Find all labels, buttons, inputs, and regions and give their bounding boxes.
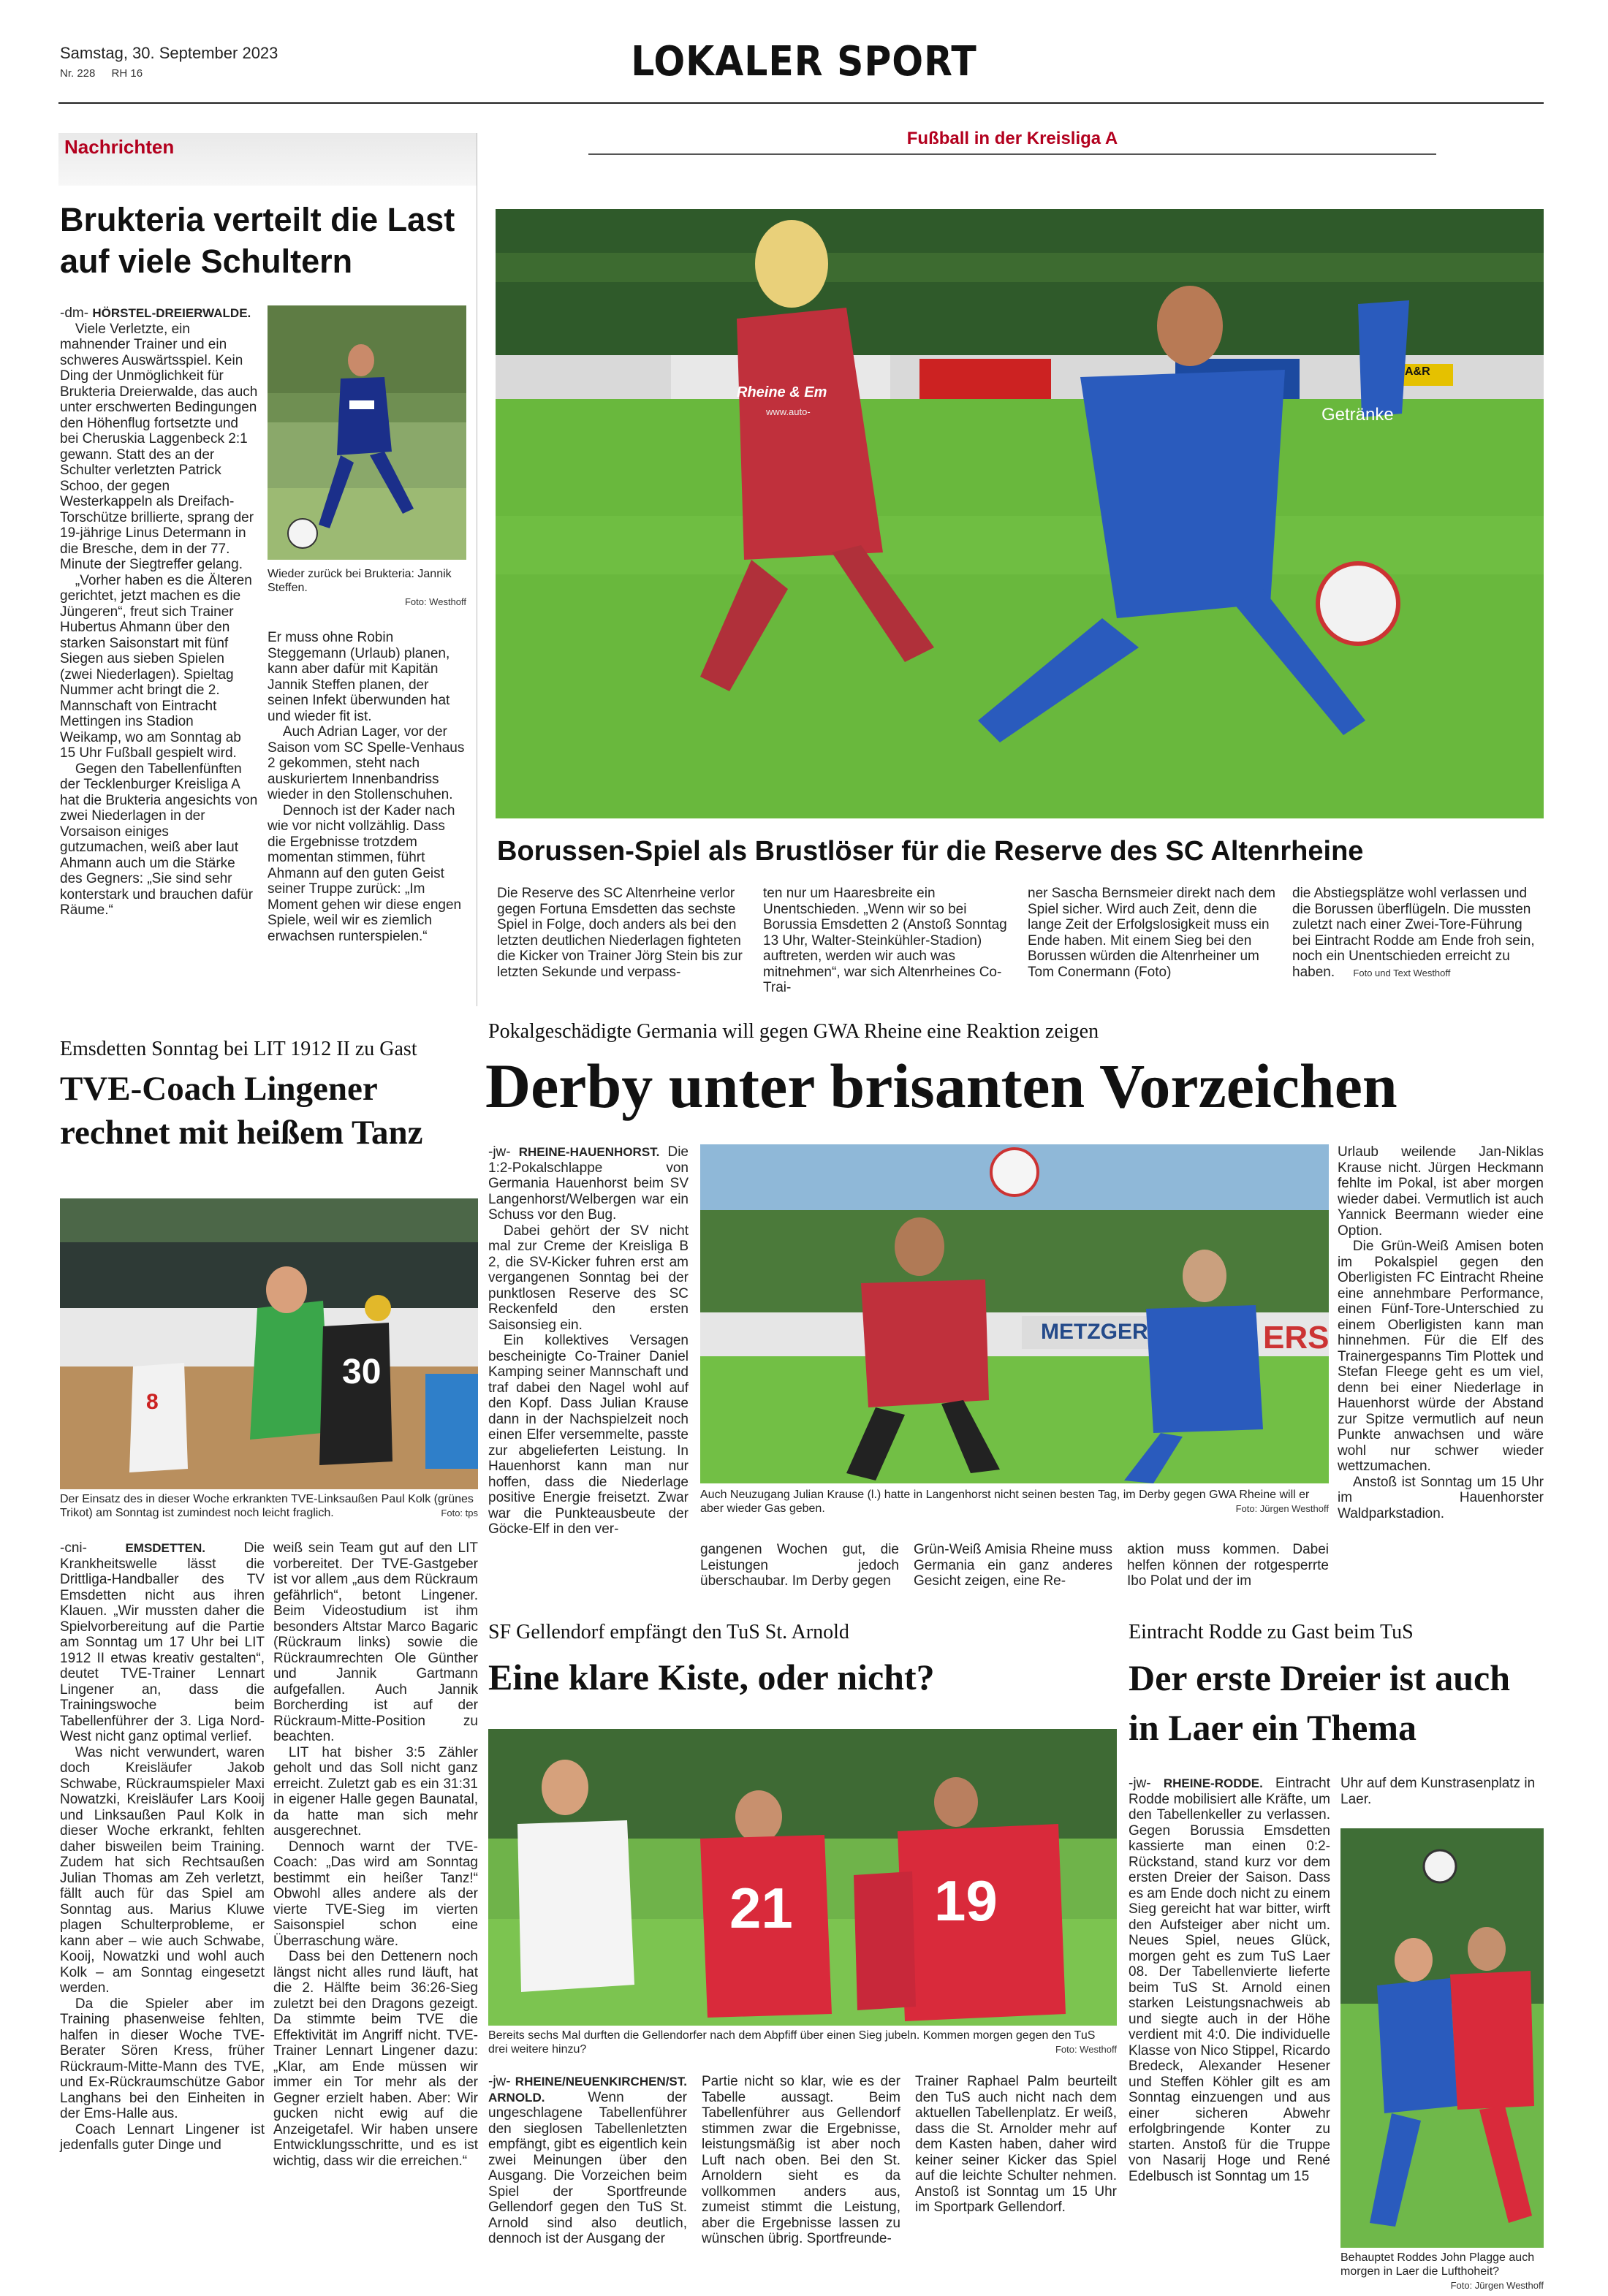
derby-author: -jw- — [488, 1144, 511, 1160]
gellendorf-dateline: RHEINE/NEUENKIRCHEN/ST. ARNOLD. — [488, 2075, 687, 2105]
tve-author: -cni- — [60, 1540, 87, 1556]
photo-ad-text: A&R — [1405, 365, 1430, 378]
gellendorf-kicker: SF Gellendorf empfängt den TuS St. Arnold — [488, 1621, 849, 1643]
rodde-headline-line: Der erste Dreier ist auch — [1129, 1657, 1511, 1698]
tve-photo-caption — [60, 1492, 478, 1520]
derby-dateline: RHEINE-HAUENHORST. — [518, 1145, 660, 1159]
news-paragraph: Dennoch ist der Kader nach wie vor nicht vollzählig. Dass die Ergebnisse trotzdem momentan stimmen, führt Ahmann auf den guten Geist seiner Truppe zurück: „Im Moment gehen wir diese engen Spiele, weil wir es ziemlich erwachsen runterspielen.“ — [268, 802, 462, 944]
derby-kicker: Pokalgeschädigte Germania will gegen GWA Rheine eine Reaktion zeigen — [488, 1020, 1099, 1043]
tve-paragraph: weiß sein Team gut auf den LIT vorbereitet. Der TVE-Gastgeber ist vor allem „aus dem Rückraum gefährlich“, betont Lingener. Beim Videostudium ist ihm besonders Altstar Marco Bagaric (Rückraum links) sowie die Rückraumrechten Ole Günther und Jannik Gartmann aufgefallen. Auch Jannik Borcherding ist auf der Rückraum-Mitte-Position zu beachten. — [273, 1540, 478, 1744]
derby-paragraph: Die Grün-Weiß Amisen boten im Pokalspiel gegen den Oberligisten FC Eintracht Rheine eine annehmbare Performance, einen Fünf-Tore-Unterschied zu einem Oberligisten kann man hinnehmen. Für die Elf des Trainergespanns Tim Plottek und Stefan Fleege geht es um viel, denn bei einer Niederlage in Hauenhorst würde der Abstand zur Spitze vermutlich auf neun Punkte anwachsen und wäre wohl nur schwer wieder wettzumachen. — [1338, 1239, 1544, 1474]
kreisliga-column-3: ner Sascha Bernsmeier direkt nach dem Spiel sicher. Wird auch Zeit, denn die lange Zeit der Erfolgslosigkeit muss ein Ende haben. Mit einem Sieg bei den Borussen würden die Altenrheiner um Tom Conermann (Foto) — [1028, 886, 1275, 980]
derby-paragraph: Ein kollektives Versagen bescheinigte Co-Trainer Daniel Kamping seiner Mannschaft und traf dabei den Nagel wohl auf den Kopf. Dass Julian Krause dann in der Nachspielzeit noch einen Elfer versemmelte, passte zur abgelieferten Leistung. In Hauenhorst kann man nur hoffen, dass die Niederlage positive Energie freisetzt. Zwar war die Punkteausbeute der Göcke-Elf in den ver- — [488, 1333, 689, 1537]
derby-bottom-column-3: aktion muss kommen. Dabei helfen können der rotgesperrte Ibo Polat und der im — [1127, 1542, 1329, 1589]
gellendorf-column-3: Trainer Raphael Palm beurteilt den TuS auch nicht nach dem aktuellen Tabellenplatz. Er weiß, dass die St. Arnolder mehr auf dem Kasten haben, daher wird keiner seiner Kicker das Spiel auf die leichte Schulter nehmen. Anstoß ist Sonntag um 15 Uhr im Sportpark Gellendorf. — [915, 2074, 1117, 2215]
tve-paragraph: Dass bei den Dettenern noch längst nicht alles rund läuft, hat die 2. Hälfte beim 36:26-Sieg zuletzt bei den Dragons gezeigt. Da stimmte beim TVE die Effektivität im Angriff nicht. TVE-Trainer Lennart Lingener dazu: „Klar, am Ende müssen wir immer ein Tor mehr als der Gegner erzielt haben. Aber: Wir gucken nicht ewig auf die Anzeigetafel. Wir haben unsere Entwicklungsschritte, und es ist wichtig, dass wir die erreichen.“ — [273, 1949, 478, 2169]
tve-column-1 — [60, 1540, 265, 2154]
gellendorf-column-2: Partie nicht so klar, wie es der Tabelle aussagt. Beim Tabellenführer aus Gellendorf stimmen zwar die Ergebnisse, leistungsmäßig ist aber noch Luft nach oben. Bei den St. Arnoldern sieht es da vollkommen anders aus, zumeist stimmt die Leistung, aber die Ergebnisse lassen zu wünschen übrig. Sportfreunde- — [702, 2074, 900, 2246]
gellendorf-photo — [488, 1729, 1117, 2026]
photo-credit: Foto: tps — [441, 1508, 478, 1518]
gellendorf-text: Wenn der ungeschlagene Tabellenführer den sieglosen Tabellenletzten empfängt, gibt es eigentlich kein zwei Meinungen über den Ausgang. Die Vorzeichen beim Spiel der Sportfreunde Gellendorf gegen den TuS St. Arnold sind also deutlich, dennoch ist der Ausgang der — [488, 2089, 688, 2246]
rodde-photo-caption — [1340, 2251, 1544, 2292]
derby-bottom-column-2: Grün-Weiß Amisia Rheine muss Germania ein ganz anderes Gesicht zeigen, eine Re- — [914, 1542, 1112, 1589]
derby-photo — [700, 1144, 1329, 1483]
news-headline: Brukteria verteilt die Last auf viele Schultern — [60, 201, 455, 280]
gellendorf-photo-caption — [488, 2029, 1117, 2056]
kreisliga-rule — [588, 153, 1436, 155]
caption-text: Bereits sechs Mal durften die Gellendorfer nach dem Abpfiff über einen Sieg jubeln. Kommen morgen gegen den TuS drei weitere hinzu? — [488, 2029, 1096, 2056]
derby-paragraph: Urlaub weilende Jan-Niklas Krause nicht. Jürgen Heckmann fehlte im Pokal, ist aber morgen wieder dabei. Vermutlich ist auch Yannick Beermann wieder eine Option. — [1338, 1144, 1544, 1239]
news-author: -dm- — [60, 305, 89, 321]
kreisliga-credit: Foto und Text Westhoff — [1353, 967, 1451, 978]
gellendorf-author: -jw- — [488, 2074, 511, 2089]
tve-paragraph: LIT hat bisher 3:5 Zähler geholt und das Soll nicht ganz erreicht. Zuletzt gab es ein 31:31 in eigener Halle gegen Baunatal, da hatte man sich mehr ausgerechnet. — [273, 1744, 478, 1839]
tve-paragraph: Coach Lennart Lingener ist jedenfalls guter Dinge und — [60, 2121, 265, 2153]
photo-ad-text: www.auto- — [766, 406, 811, 417]
jersey-number: 21 — [729, 1876, 793, 1940]
derby-left-column — [488, 1144, 689, 1537]
kreisliga-column-4 — [1292, 886, 1544, 981]
rodde-dateline: RHEINE-RODDE. — [1163, 1776, 1263, 1790]
derby-photo-caption — [700, 1488, 1329, 1516]
photo-ad-text: Getränke — [1321, 405, 1394, 425]
rodde-text: Eintracht Rodde mobilisiert alle Kräfte, um den Tabellenkeller zu verlassen. Gegen Borussia Emsdetten kassierte man einen 0:2-Rückstand, stand kurz vor dem ersten Dreier der Saison. Dass es am Ende doch nicht zu einem Sieg gereicht hat war bitter, wirft den Aufsteiger aber nicht um. Neues Spiel, neues Glück, morgen geht es zum TuS Laer 08. Der Tabellenvierte lieferte beim TuS St. Arnold einen starken Leistungsnachweis ab und siegte auch in der Höhe verdient mit 4:0. Die individuelle Klasse von Nico Stippel, Ricardo Bredeck, Alexander Hesener und Steffen Köhler gilt es am Sonntag einzuengen und aus einer sicheren Abwehr erfolgbringende Konter zu starten. Anstoß für die Truppe von Nasarij Hoge und René Edelbusch ist Sonntag um 15 — [1129, 1776, 1331, 2184]
tve-headline-line: TVE-Coach Lingener — [60, 1070, 378, 1108]
tve-paragraph: Da die Spieler aber im Training phasenweise fehlten, halfen in dieser Woche TVE-Berater Sören Kress, früher Rückraum-Mitte-Mann des TVE, und Ex-Rückraumschütze Gabor Langhans bei den Einheiten in der Ems-Halle aus. — [60, 1996, 265, 2121]
photo-ad-text: METZGER — [1041, 1320, 1148, 1344]
tve-headline — [60, 1067, 484, 1155]
gellendorf-headline: Eine klare Kiste, oder nicht? — [488, 1657, 935, 1698]
kreisliga-headline: Borussen-Spiel als Brustlöser für die Reserve des SC Altenrheine — [497, 836, 1364, 867]
jersey-number: 8 — [146, 1390, 159, 1414]
photo-credit: Foto: Westhoff — [1055, 2044, 1117, 2055]
photo-credit: Foto: Jürgen Westhoff — [1235, 1503, 1329, 1514]
news-paragraph: Viele Verletzte, ein mahnender Trainer und ein schweres Auswärtsspiel. Kein Ding der Unmöglichkeit für Brukteria Dreierwalde, das auch unter erschwerten Bedingungen den Höhenflug fortsetzte und bei Cheruskia Laggenbeck 2:1 gewann. Statt des an der Schulter verletzten Patrick Schoo, der gegen Westerkappeln als Dreifach-Torschütze brillierte, sprang der 19-jährige Linus Determann in die Bresche, dem in der 77. Minute der Siegtreffer gelang. — [60, 321, 258, 572]
photo-ad-text: ERS — [1263, 1320, 1329, 1356]
rodde-kicker: Eintracht Rodde zu Gast beim TuS — [1129, 1621, 1414, 1643]
caption-text: Auch Neuzugang Julian Krause (l.) hatte in Langenhorst nicht seinen besten Tag, im Derby gegen GWA Rheine will er aber wieder Gas geben. — [700, 1489, 1310, 1515]
tve-kicker: Emsdetten Sonntag bei LIT 1912 II zu Gast — [60, 1038, 417, 1060]
derby-headline: Derby unter brisanten Vorzeichen — [485, 1051, 1397, 1121]
photo-credit: Foto: Westhoff — [404, 596, 466, 607]
jersey-number: 30 — [342, 1353, 382, 1391]
news-column-1 — [60, 305, 259, 919]
caption-text: Wieder zurück bei Brukteria: Jannik Steffen. — [268, 568, 452, 594]
section-title: LOKALER SPORT — [631, 38, 977, 85]
photo-ad-text: Rheine & Em — [737, 384, 827, 400]
derby-bottom-column-1: gangenen Wochen gut, die Leistungen jedoch überschaubar. Im Derby gegen — [700, 1542, 899, 1589]
news-paragraph: Er muss ohne Robin Steggemann (Urlaub) planen, kann aber dafür mit Kapitän Jannik Steffen planen, der seinen Infekt überwunden hat und wieder fit ist. — [268, 630, 450, 724]
kreisliga-column-2: ten nur um Haaresbreite ein Unentschieden. „Wenn wir so bei Borussia Emsdetten 2 (Anstoß Sonntag 13 Uhr, Walter-Steinkühler-Stadion) auftreten, werden wir auch was mitnehmen“, war sich Altenrheines Co-Trai- — [763, 886, 1007, 995]
derby-paragraph: Anstoß ist Sonntag um 15 Uhr im Hauenhorster Waldparkstadion. — [1338, 1474, 1544, 1521]
caption-text: Der Einsatz des in dieser Woche erkrankten TVE-Linksaußen Paul Kolk (grünes Trikot) am Sonntag ist zumindest noch leicht fraglich. — [60, 1493, 474, 1519]
rodde-headline — [1129, 1653, 1544, 1752]
kreisliga-text: die Abstiegsplätze wohl verlassen und die Borussen überflügeln. Die mussten zuletzt nach einer Zwei-Tore-Führung bei Eintracht Rodde am Ende froh sein, noch ein Unentschieden erreicht zu haben. — [1292, 886, 1535, 980]
rodde-column-2: Uhr auf dem Kunstrasenplatz in Laer. — [1340, 1776, 1536, 1807]
news-paragraph: Gegen den Tabellenfünften der Tecklenburger Kreisliga A hat die Brukteria angesichts von zwei Niederlagen in der Vorsaison einiges gutzumachen, weiß aber laut Ahmann auch um die Stärke des Gegners: „Sie sind sehr konterstark und brauchen dafür Räume.“ — [60, 761, 258, 918]
tve-paragraph: Was nicht verwundert, waren doch Kreisläufer Jakob Schwabe, Rückraumspieler Maxi Nowatzki, Kreisläufer Lars Kooij und Linksaußen Paul Kolk in dieser Woche erkrankt, fehlten daher bisweilen beim Training. Zudem hat sich Rechtsaußen Julian Thomas am Zeh verletzt, fällt auch für das Spiel am Sonntag aus. Marius Kluwe plagen Schulterprobleme, er kann aber – wie auch Schwabe, Kooij, Nowatzki und wohl auch Kolk – am Sonntag eingesetzt werden. — [60, 1744, 265, 1996]
caption-text: Behauptet Roddes John Plagge auch morgen in Laer die Lufthoheit? — [1340, 2251, 1535, 2278]
derby-paragraph: Die 1:2-Pokalschlappe von Germania Hauenhorst beim SV Langenhorst/Welbergen war ein Schuss vor den Bug. — [488, 1144, 689, 1223]
news-paragraph: Auch Adrian Lager, vor der Saison vom SC Spelle-Venhaus 2 gekommen, steht nach auskuriertem Innenbandriss wieder in den Stollenschuhen. — [268, 724, 465, 802]
issue-edition: RH 16 — [111, 67, 143, 80]
tve-dateline: EMSDETTEN. — [125, 1541, 205, 1555]
news-photo-caption — [268, 567, 466, 609]
rodde-photo — [1340, 1828, 1544, 2248]
news-dateline: HÖRSTEL-DREIERWALDE. — [92, 306, 251, 320]
derby-right-column — [1338, 1144, 1544, 1521]
issue-nr: Nr. 228 — [60, 67, 96, 80]
tve-paragraph: Die Krankheitswelle lässt die Drittliga-Handballer des TV Emsdetten nicht aus ihren Klauen. „Wir mussten daher die Spielvorbereitung auf die Partie am Sonntag um 17 Uhr bei LIT 1912 II etwas kreativ gestalten“, deutet TVE-Trainer Lennart Lingener an, dass die Trainingswoche beim Tabellenführer der 3. Liga Nord-West nicht ganz optimal verlief. — [60, 1540, 265, 1744]
news-column-2 — [268, 630, 466, 944]
rodde-column-1 — [1129, 1776, 1330, 2184]
jersey-number: 19 — [934, 1869, 998, 1933]
rodde-author: -jw- — [1129, 1776, 1151, 1791]
derby-paragraph: Dabei gehört der SV nicht mal zur Creme der Kreisliga B 2, die SV-Kicker fuhren erst am vergangenen Sonntag bei der punktlosen Reserve des SC Reckenfeld den ersten Saisonsieg ein. — [488, 1223, 689, 1333]
kreisliga-label: Fußball in der Kreisliga A — [906, 129, 1118, 148]
tve-headline-line: rechnet mit heißem Tanz — [60, 1114, 423, 1152]
tve-column-2 — [273, 1540, 478, 2169]
gellendorf-column-1 — [488, 2074, 687, 2247]
news-label: Nachrichten — [64, 136, 175, 158]
news-paragraph: „Vorher haben es die Älteren gerichtet, jetzt machen es die Jüngeren“, freut sich Trainer Hubertus Ahmann über den starken Saisonstart mit fünf Siegen aus sieben Spielen (zwei Niederlagen). Spieltag Nummer acht bringt die 2. Mannschaft von Eintracht Mettingen ins Stadion Weikamp, wo am Sonntag ab 15 Uhr Fußball gespielt wird. — [60, 572, 252, 761]
masthead-rule — [58, 102, 1544, 104]
kreisliga-column-1: Die Reserve des SC Altenrheine verlor gegen Fortuna Emsdetten das sechste Spiel in Folge, doch anders als bei den letzten deutlichen Niederlagen fighteten die Kicker von Trainer Jörg Stein bis zur letzten Sekunde und verpass- — [497, 886, 743, 980]
rodde-headline-line: in Laer ein Thema — [1129, 1707, 1417, 1748]
news-photo — [268, 305, 466, 560]
photo-credit: Foto: Jürgen Westhoff — [1450, 2280, 1544, 2291]
tve-photo — [60, 1198, 478, 1489]
issue-date: Samstag, 30. September 2023 — [60, 44, 278, 62]
kreisliga-photo — [496, 209, 1544, 818]
tve-paragraph: Dennoch warnt der TVE-Coach: „Das wird am Sonntag bestimmt ein heißer Tanz!“ Obwohl alles andere als der vierte TVE-Sieg im vierten Saisonspiel schon eine Überraschung wäre. — [273, 1839, 478, 1949]
